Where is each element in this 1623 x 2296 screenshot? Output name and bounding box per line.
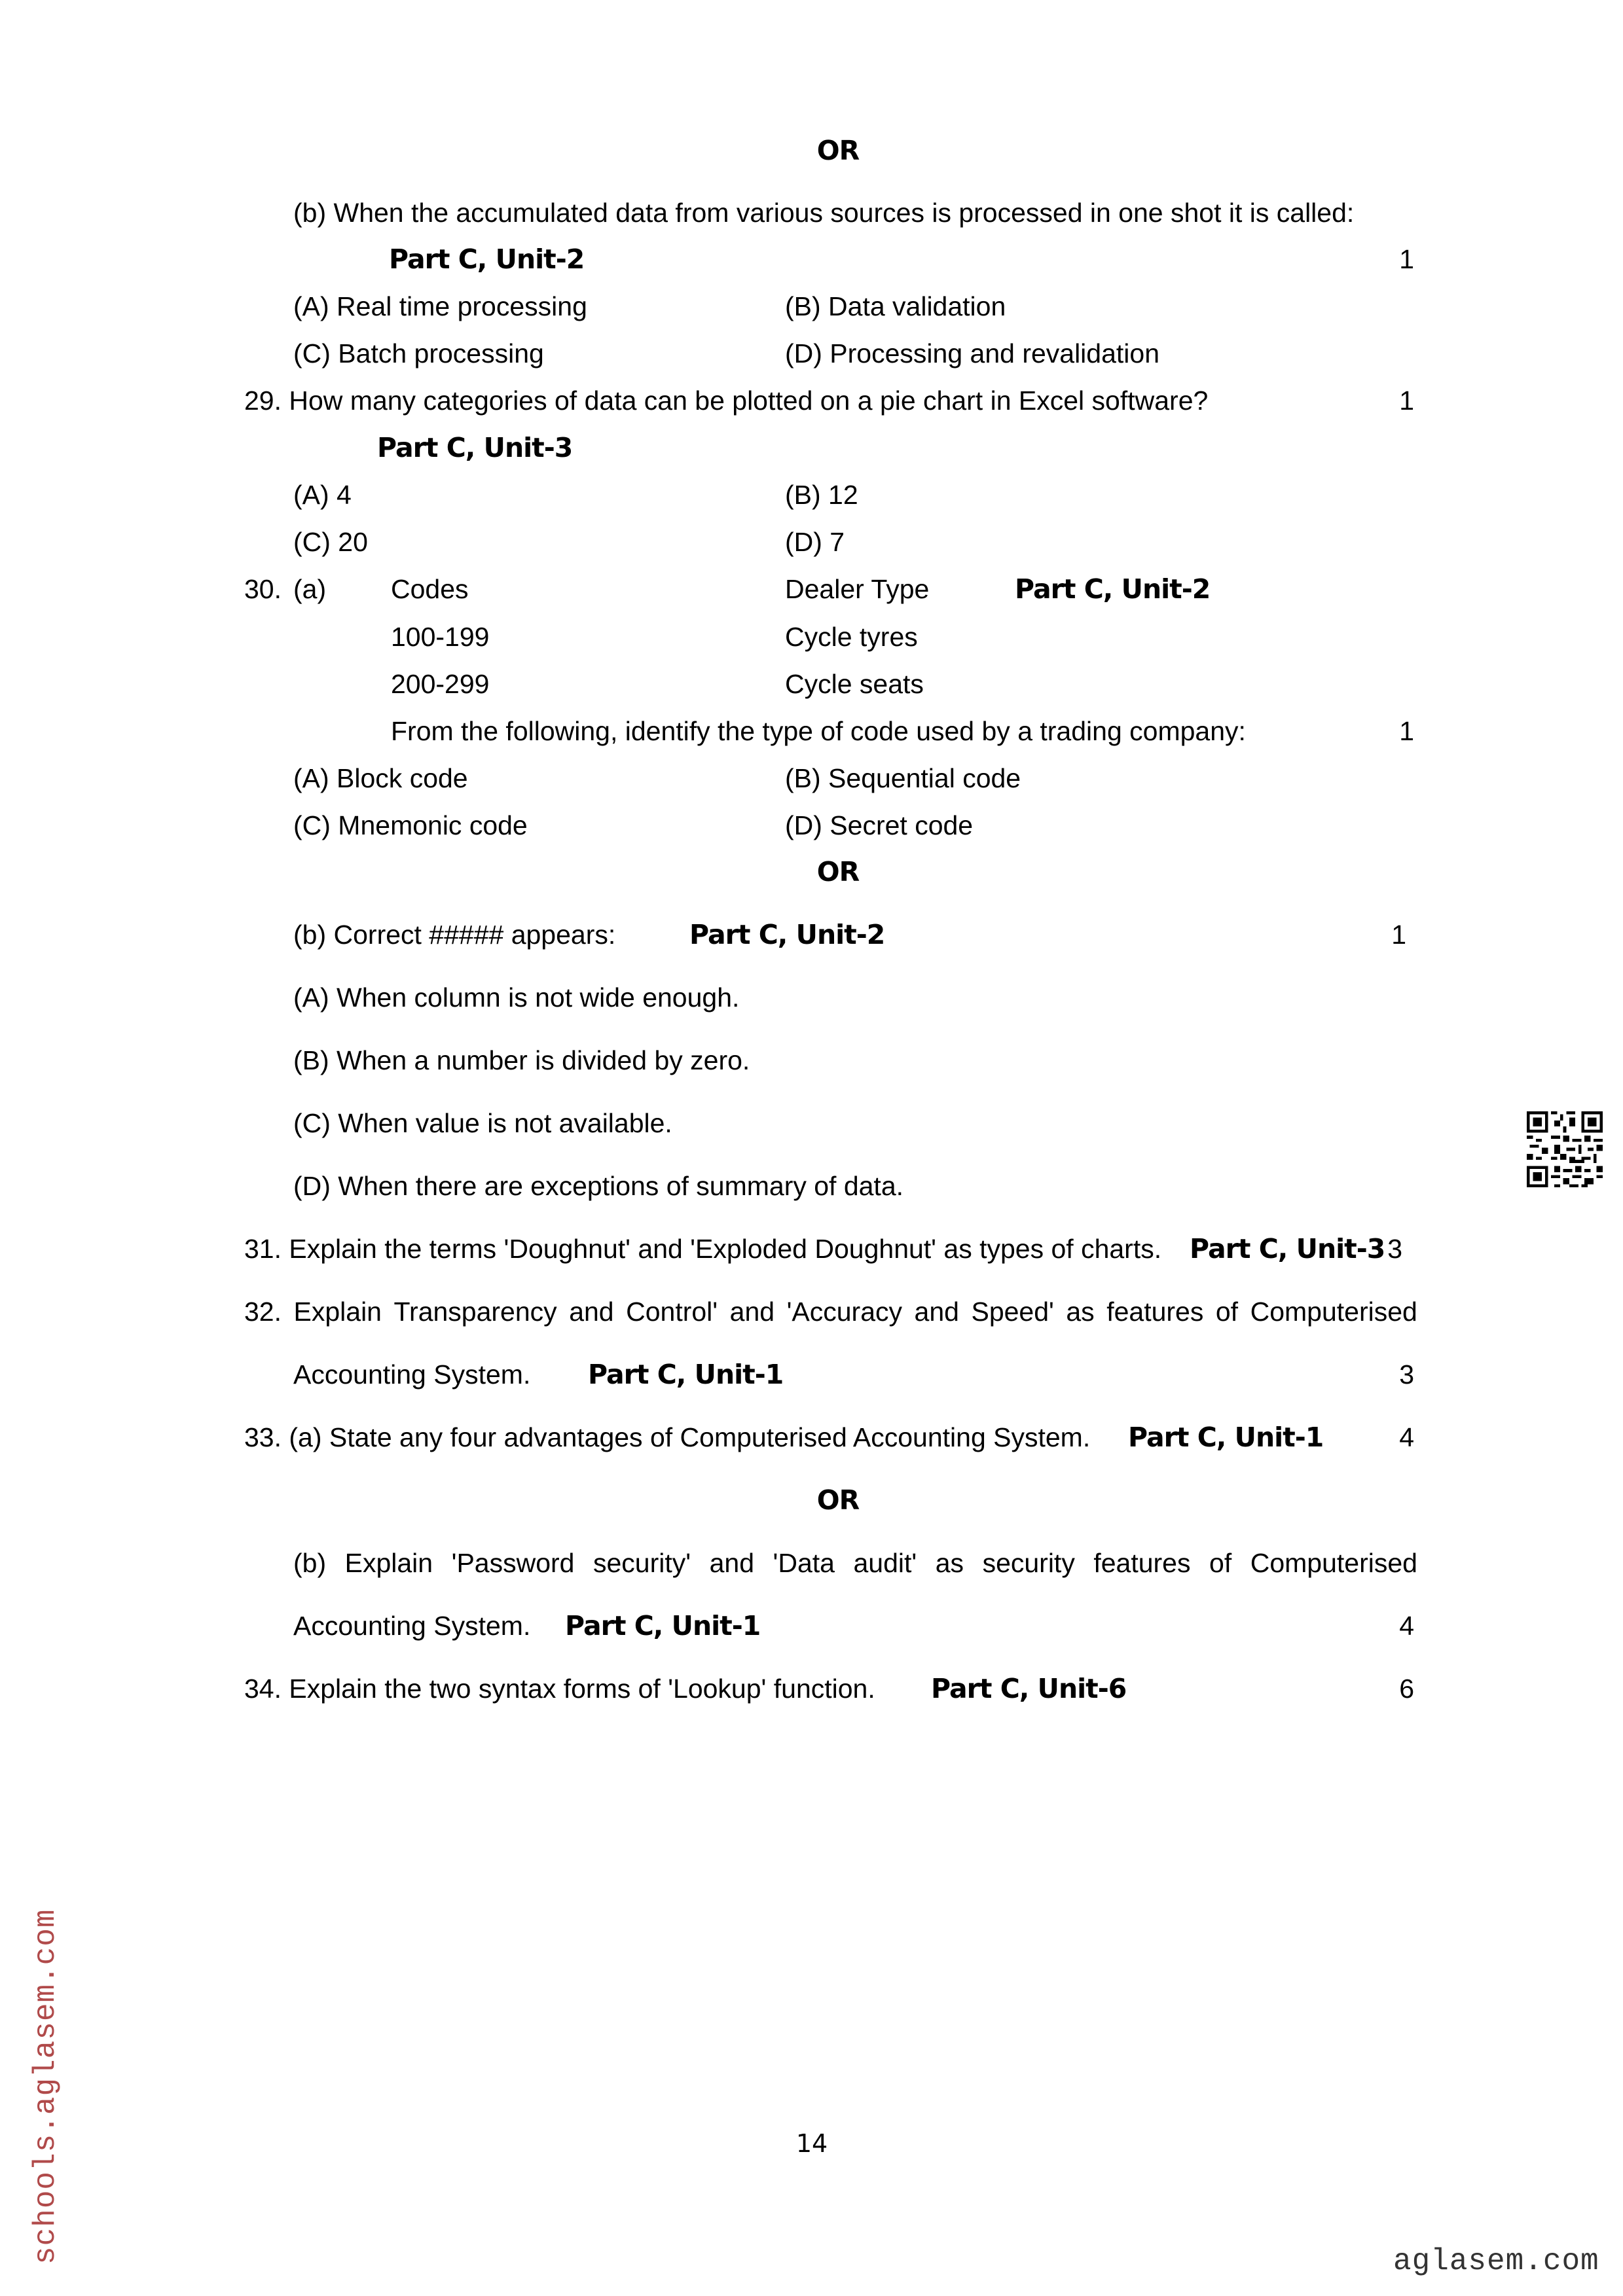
- q28b-option-b: (B) Data validation: [785, 291, 1006, 321]
- q32-question-line2: Accounting System.: [293, 1359, 531, 1390]
- q33b-word: and: [709, 1548, 755, 1578]
- q33b-word: Explain: [344, 1548, 433, 1578]
- q30b-marks: 1: [1391, 920, 1406, 950]
- q29-option-a: (A) 4: [293, 480, 352, 510]
- or-divider: OR: [816, 1484, 860, 1516]
- q33b-unit-ref: Part C, Unit-1: [565, 1610, 761, 1641]
- q33b-word: of: [1209, 1548, 1232, 1578]
- q30a-unit-ref: Part C, Unit-2: [1015, 573, 1211, 605]
- q28b-marks: 1: [1399, 244, 1414, 274]
- q29-question: 29. How many categories of data can be plotted on a pie chart in Excel software?: [244, 386, 1209, 416]
- q30b-option-d: (D) When there are exceptions of summary of data.: [293, 1171, 904, 1201]
- q29-option-b: (B) 12: [785, 480, 858, 510]
- q29-unit-ref: Part C, Unit-3: [377, 432, 573, 463]
- q34-question: 34. Explain the two syntax forms of 'Lookup' function.: [244, 1674, 875, 1704]
- or-divider: OR: [816, 856, 860, 888]
- q31-marks: 3: [1387, 1234, 1402, 1264]
- q30a-option-c: (C) Mnemonic code: [293, 810, 528, 840]
- q29-option-c: (C) 20: [293, 527, 368, 557]
- q30a-option-b: (B) Sequential code: [785, 763, 1021, 793]
- q33a-unit-ref: Part C, Unit-1: [1128, 1422, 1324, 1453]
- page-number: 14: [795, 2129, 828, 2158]
- q30a-row2-dealer: Cycle seats: [785, 669, 924, 699]
- q28b-option-d: (D) Processing and revalidation: [785, 338, 1159, 368]
- q32-question-line1: [244, 1299, 1417, 1325]
- q30b-unit-ref: Part C, Unit-2: [689, 919, 885, 950]
- q32-word: Transparency: [393, 1297, 557, 1327]
- q30a-option-a: (A) Block code: [293, 763, 468, 793]
- q33b-word: as: [935, 1548, 964, 1578]
- q32-word: and: [914, 1297, 959, 1327]
- q33b-word: security: [982, 1548, 1075, 1578]
- q32-word: Speed': [971, 1297, 1054, 1327]
- q30a-row1-dealer: Cycle tyres: [785, 622, 918, 652]
- q33b-word: 'Password: [451, 1548, 575, 1578]
- q30a-header-dealer-type: Dealer Type: [785, 574, 930, 604]
- q33b-word: security': [593, 1548, 691, 1578]
- q32-word: 'Accuracy: [786, 1297, 903, 1327]
- q32-unit-ref: Part C, Unit-1: [588, 1359, 784, 1390]
- q32-word: and: [729, 1297, 775, 1327]
- q29-marks: 1: [1399, 386, 1414, 416]
- q32-word: 32.: [244, 1297, 282, 1327]
- q34-unit-ref: Part C, Unit-6: [931, 1673, 1127, 1704]
- qr-code-graphic: [1525, 1111, 1604, 1187]
- q30a-row2-code: 200-299: [391, 669, 490, 699]
- corner-watermark: aglasem.com: [1393, 2244, 1599, 2278]
- q30a-marks: 1: [1399, 716, 1414, 746]
- q31-question: 31. Explain the terms 'Doughnut' and 'Exploded Doughnut' as types of charts.: [244, 1234, 1162, 1264]
- q30a-row1-code: 100-199: [391, 622, 490, 652]
- q28b-option-c: (C) Batch processing: [293, 338, 544, 368]
- q33b-marks: 4: [1399, 1611, 1414, 1641]
- q30b-question: (b) Correct ##### appears:: [293, 920, 616, 950]
- q33b-question-line2: Accounting System.: [293, 1611, 531, 1641]
- q33b-word: 'Data: [773, 1548, 835, 1578]
- q32-word: as: [1066, 1297, 1095, 1327]
- q28b-question: (b) When the accumulated data from various sources is processed in one shot it is called:: [293, 198, 1355, 228]
- q30a-option-d: (D) Secret code: [785, 810, 974, 840]
- q28b-unit-ref: Part C, Unit-2: [389, 243, 585, 275]
- q34-marks: 6: [1399, 1674, 1414, 1704]
- q32-word: and: [569, 1297, 614, 1327]
- q30a-header-codes: Codes: [391, 574, 469, 604]
- q29-option-d: (D) 7: [785, 527, 845, 557]
- q30b-option-c: (C) When value is not available.: [293, 1108, 672, 1138]
- q30b-option-a: (A) When column is not wide enough.: [293, 982, 740, 1013]
- q33b-question-line1: [293, 1550, 1417, 1577]
- q33a-question: 33. (a) State any four advantages of Computerised Accounting System.: [244, 1422, 1091, 1452]
- q33b-word: Computerised: [1250, 1548, 1417, 1578]
- q28b-option-a: (A) Real time processing: [293, 291, 587, 321]
- q32-marks: 3: [1399, 1359, 1414, 1390]
- q32-word: of: [1215, 1297, 1239, 1327]
- q33b-word: audit': [853, 1548, 917, 1578]
- q32-word: Explain: [293, 1297, 382, 1327]
- q30b-option-b: (B) When a number is divided by zero.: [293, 1045, 750, 1075]
- q30a-label: (a): [293, 574, 327, 604]
- q30-number: 30.: [244, 574, 282, 604]
- q33a-marks: 4: [1399, 1422, 1414, 1452]
- q33b-word: features: [1093, 1548, 1191, 1578]
- q33b-word: (b): [293, 1548, 327, 1578]
- qr-code: [1525, 1111, 1604, 1187]
- q32-word: Control': [626, 1297, 718, 1327]
- q32-word: features: [1106, 1297, 1204, 1327]
- q30a-question: From the following, identify the type of code used by a trading company:: [391, 716, 1246, 746]
- side-watermark: schools.aglasem.com: [29, 1909, 63, 2265]
- or-divider: OR: [816, 135, 860, 166]
- q31-unit-ref: Part C, Unit-3: [1190, 1233, 1385, 1265]
- q32-word: Computerised: [1250, 1297, 1417, 1327]
